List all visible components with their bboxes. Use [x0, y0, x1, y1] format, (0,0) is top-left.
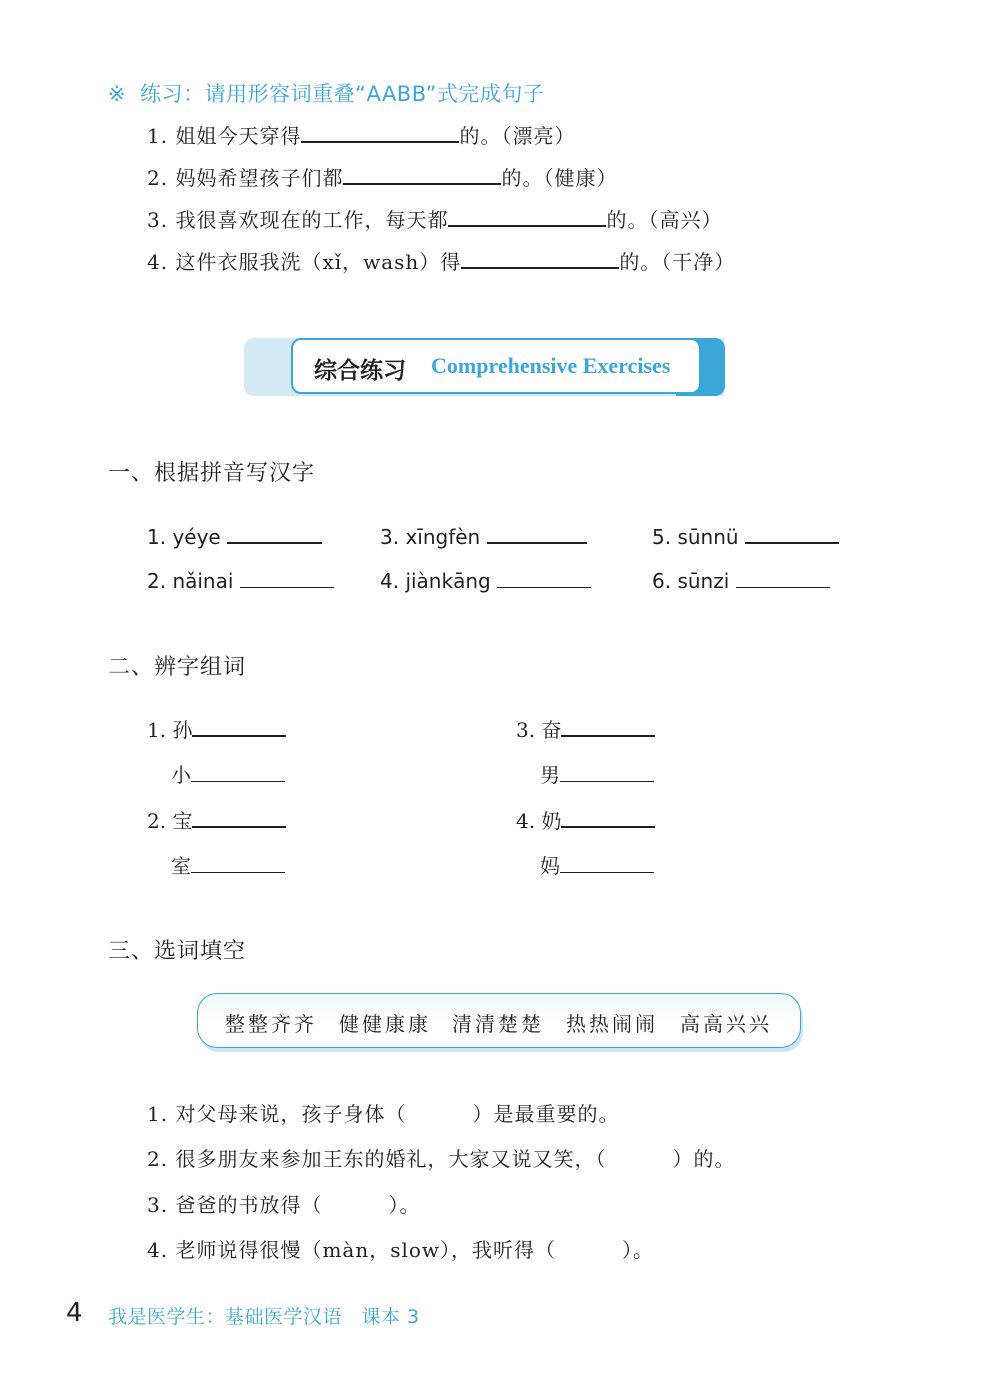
book-title: 我是医学生：基础医学汉语 课本 3: [108, 1306, 420, 1328]
answer-blank[interactable]: [745, 521, 839, 544]
word-option-5: 高高兴兴: [680, 1012, 772, 1036]
answer-blank[interactable]: [192, 805, 286, 828]
pinyin-item-3: 3. xīngfèn: [380, 521, 587, 549]
answer-blank[interactable]: [448, 204, 606, 227]
answer-blank[interactable]: [736, 566, 830, 588]
char-item-2b: 室: [171, 850, 285, 879]
answer-blank[interactable]: [560, 851, 654, 873]
answer-blank[interactable]: [301, 120, 459, 143]
practice-title: ※ 练习：请用形容词重叠“AABB”式完成句子: [108, 82, 545, 106]
answer-blank[interactable]: [191, 760, 285, 782]
fill-sentence-1: 1. 对父母来说，孩子身体（ ）是最重要的。: [147, 1102, 620, 1126]
word-option-2: 健健康康: [339, 1012, 431, 1036]
answer-blank[interactable]: [561, 805, 655, 828]
section3-title: 三、选词填空: [108, 939, 247, 964]
reference-mark-icon: ※: [108, 82, 127, 106]
char-item-1: 1. 孙: [147, 714, 286, 743]
answer-blank[interactable]: [191, 851, 285, 873]
char-item-4: 4. 奶: [516, 805, 655, 834]
answer-blank[interactable]: [192, 714, 286, 737]
pinyin-item-2: 2. nǎinai: [147, 566, 334, 593]
char-item-3b: 男: [540, 759, 654, 788]
pinyin-item-4: 4. jiànkāng: [380, 566, 591, 593]
char-item-2: 2. 宝: [147, 805, 286, 834]
section2-title: 二、辨字组词: [108, 655, 247, 680]
answer-blank[interactable]: [561, 714, 655, 737]
word-option-4: 热热闹闹: [566, 1012, 658, 1036]
answer-blank[interactable]: [461, 246, 619, 269]
practice-item-3: 3. 我很喜欢现在的工作，每天都 的。（高兴）: [147, 204, 722, 233]
section1-title: 一、根据拼音写汉字: [108, 461, 316, 486]
fill-sentence-2: 2. 很多朋友来参加王东的婚礼，大家又说又笑，（ ）的。: [147, 1147, 736, 1171]
practice-item-4: 4. 这件衣服我洗（xǐ，wash）得 的。（干净）: [147, 246, 735, 275]
pinyin-item-1: 1. yéye: [147, 521, 322, 549]
fill-sentence-3: 3. 爸爸的书放得（ ）。: [147, 1193, 421, 1217]
answer-blank[interactable]: [227, 521, 322, 544]
answer-blank[interactable]: [240, 566, 334, 588]
banner-title-en: Comprehensive Exercises: [431, 353, 671, 378]
pinyin-item-5: 5. sūnnü: [652, 521, 839, 549]
fill-sentence-4: 4. 老师说得很慢（màn，slow），我听得（ ）。: [147, 1238, 655, 1262]
word-option-1: 整整齐齐: [225, 1012, 317, 1036]
practice-item-2: 2. 妈妈希望孩子们都 的。（健康）: [147, 162, 617, 191]
char-item-3: 3. 奋: [516, 714, 655, 743]
answer-blank[interactable]: [487, 521, 587, 544]
word-option-3: 清清楚楚: [452, 1012, 544, 1036]
char-item-1b: 小: [171, 759, 285, 788]
answer-blank[interactable]: [497, 566, 591, 588]
answer-blank[interactable]: [560, 760, 654, 782]
char-item-4b: 妈: [540, 850, 654, 879]
answer-blank[interactable]: [343, 162, 501, 185]
pinyin-item-6: 6. sūnzi: [652, 566, 830, 593]
practice-item-1: 1. 姐姐今天穿得 的。（漂亮）: [147, 120, 575, 149]
page-number: 4: [66, 1298, 83, 1328]
banner-title-cn: 综合练习: [314, 358, 406, 384]
